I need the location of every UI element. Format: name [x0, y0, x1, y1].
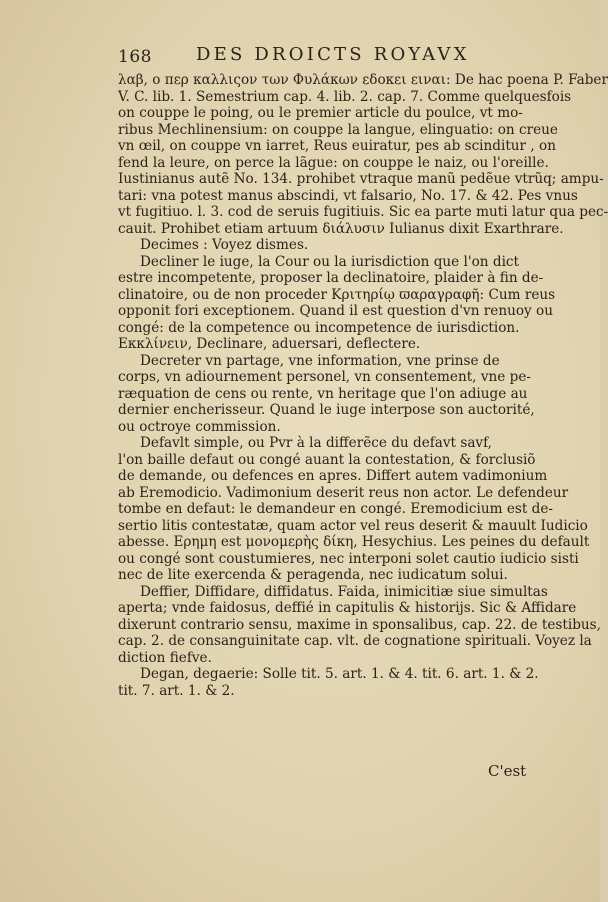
- text-line: Iustinianus autẽ No. 134. prohibet vtraque manũ pedẽue vtrũq; ampu-: [118, 171, 604, 187]
- text-line: Decimes : Voyez dismes.: [140, 237, 309, 253]
- text-line: tari: vna potest manus abscindi, vt falsario, No. 17. & 42. Pes vnus: [118, 187, 578, 204]
- running-head: [118, 44, 528, 70]
- text-line: on couppe le poing, ou le premier article du poulce, vt mo-: [118, 105, 523, 121]
- text-line: dixerunt contrario sensu, maxime in sponsalibus, cap. 22. de testibus,: [118, 616, 601, 633]
- text-line: fend la leure, on perce la lãgue: on couppe le naiz, ou l'oreille.: [118, 154, 549, 171]
- text-line: vt fugitiuo. l. 3. cod de seruis fugitiuis. Sic ea parte muti latur qua pec-: [118, 204, 608, 220]
- text-line: Εκκλίνειν, Declinare, aduersari, deflectere.: [118, 336, 421, 352]
- text-line: abesse. Ερημη est μονομερὴς δίκη, Hesychius. Les peines du default: [118, 534, 590, 550]
- text-line: cauit. Prohibet etiam artuum διάλυσιν Iulianus dixit Exarthrare.: [118, 220, 564, 237]
- page-number: 168: [118, 47, 152, 67]
- text-block: [118, 72, 608, 699]
- text-line: Decliner le iuge, la Cour ou la iurisdiction que l'on dict: [140, 253, 519, 270]
- text-line: tit. 7. art. 1. & 2.: [118, 682, 235, 699]
- text-line: ræquation de cens ou rente, vn heritage que l'on adiuge au: [118, 385, 528, 402]
- text-line: Degan, degaerie: Solle tit. 5. art. 1. & 4. tit. 6. art. 1. & 2.: [140, 666, 539, 682]
- text-line: estre incompetente, proposer la declinatoire, plaider à fin de-: [118, 270, 544, 286]
- text-line: congé: de la competence ou incompetence de iurisdiction.: [118, 319, 520, 336]
- text-line: V. C. lib. 1. Semestrium cap. 4. lib. 2. cap. 7. Comme quelquesfois: [118, 88, 572, 105]
- text-line: ribus Mechlinensium: on couppe la langue, elinguatio: on creue: [118, 121, 558, 138]
- text-line: Deffier, Diffidare, diffidatus. Faida, inimicitiæ siue simultas: [140, 583, 548, 600]
- text-line: aperta; vnde faidosus, deffié in capitulis & historijs. Sic & Affidare: [118, 600, 577, 616]
- text-line: cap. 2. de consanguinitate cap. vlt. de cognatione spirituali. Voyez la: [118, 633, 592, 649]
- text-line: l'on baille defaut ou congé auant la contestation, & forclusiõ: [118, 451, 536, 468]
- text-line: opponit fori exceptionem. Quand il est question d'vn renuoy ou: [118, 303, 553, 319]
- text-line: λαβ, ο περ καλλιςον των Φυλάκων εδοκει ειναι: De hac poena P. Faber: [118, 72, 608, 88]
- text-line: nec de lite exercenda & peragenda, nec iudicatum solui.: [118, 567, 508, 583]
- text-line: clinatoire, ou de non proceder Κριτηρίῳ ϖαραγραφῆ: Cum reus: [118, 286, 556, 303]
- text-line: vn œil, on couppe vn iarret, Reus euiratur, pes ab scinditur , on: [118, 138, 556, 154]
- text-line: corps, vn adiournement personel, vn consentement, vne pe-: [118, 369, 531, 385]
- running-title: DES DROICTS ROYAVX: [196, 44, 470, 65]
- text-line: sertio litis contestatæ, quam actor vel reus deserit & mauult Iudicio: [118, 517, 588, 534]
- text-line: ab Eremodicio. Vadimonium deserit reus non actor. Le defendeur: [118, 484, 569, 501]
- text-line: ou octroye commission.: [118, 418, 281, 435]
- text-line: diction fiefve.: [118, 649, 212, 666]
- text-line: Decreter vn partage, vne information, vne prinse de: [140, 352, 500, 369]
- text-line: ou congé sont coustumieres, nec interponi solet cautio iudicio sisti: [118, 550, 579, 567]
- text-line: de demande, ou defences en apres. Differt autem vadimonium: [118, 468, 548, 484]
- text-line: dernier encherisseur. Quand le iuge interpose son auctorité,: [118, 402, 535, 418]
- text-line: tombe en defaut: le demandeur en congé. Eremodicium est de-: [118, 501, 553, 517]
- text-line: Defavlt simple, ou Pvr à la differẽce du defavt savf,: [140, 435, 492, 451]
- catchword: C'est: [488, 762, 527, 780]
